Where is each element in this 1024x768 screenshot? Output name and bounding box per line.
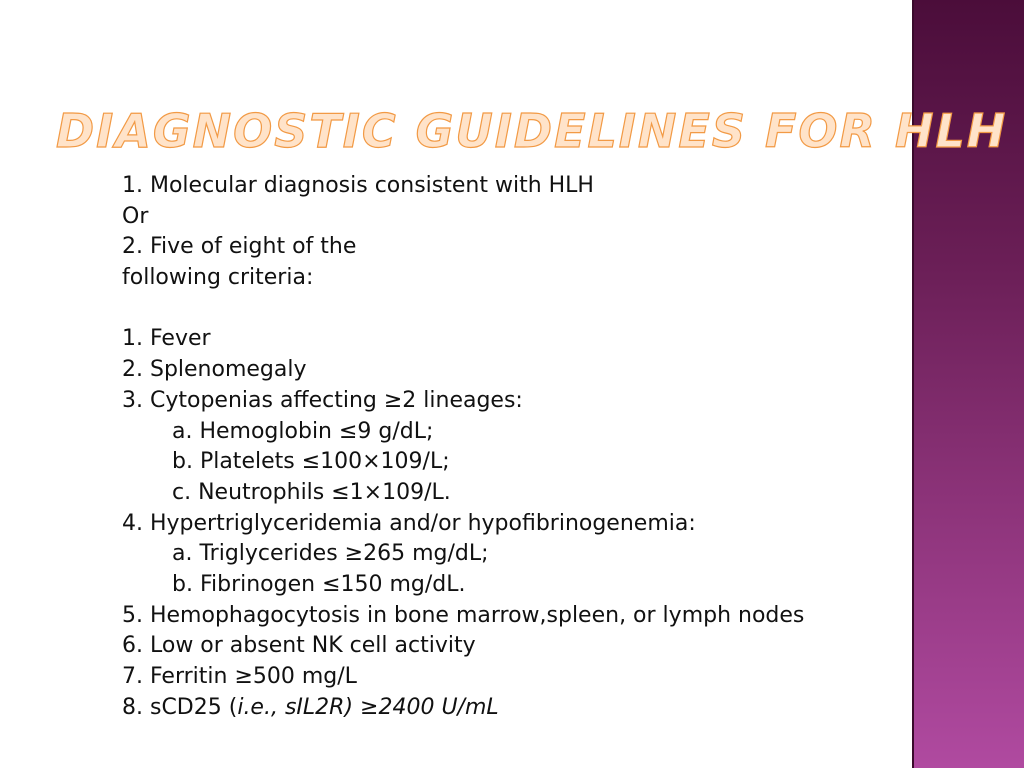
intro-line: 1. Molecular diagnosis consistent with HLH (122, 173, 594, 198)
scd25-ie: i.e., (237, 694, 278, 720)
intro-line: 2. Five of eight of the (122, 234, 357, 260)
scd25-rest: sIL2R) ≥2400 U/mL (277, 694, 499, 720)
criterion-item: 7. Ferritin ≥500 mg/L (122, 664, 357, 689)
intro-line: Or (122, 203, 149, 229)
criterion-item: 5. Hemophagocytosis in bone marrow,spleen, or lymph nodes (122, 602, 805, 628)
criterion-item: 6. Low or absent NK cell activity (122, 633, 476, 659)
intro-line: following criteria: (122, 265, 314, 291)
slide-body (122, 171, 892, 723)
slide-title: DIAGNOSTIC GUIDELINES FOR HLH (56, 104, 1008, 158)
criterion-subitem: a. Triglycerides ≥265 mg/dL; (172, 541, 489, 567)
criterion-item: 1. Fever (122, 326, 211, 352)
criterion-item: 3. Cytopenias affecting ≥2 lineages: (122, 387, 523, 413)
scd25-prefix: 8. sCD25 ( (122, 694, 238, 720)
criterion-item-scd25 (122, 693, 892, 724)
criterion-item: 2. Splenomegaly (122, 357, 307, 383)
criterion-subitem: b. Fibrinogen ≤150 mg/dL. (172, 571, 466, 597)
criterion-subitem: b. Platelets ≤100×109/L; (172, 449, 450, 475)
spacer (122, 294, 892, 325)
criterion-subitem: c. Neutrophils ≤1×109/L. (172, 479, 451, 505)
criterion-subitem: a. Hemoglobin ≤9 g/dL; (172, 418, 434, 444)
criterion-item: 4. Hypertriglyceridemia and/or hypofibrinogenemia: (122, 510, 696, 536)
